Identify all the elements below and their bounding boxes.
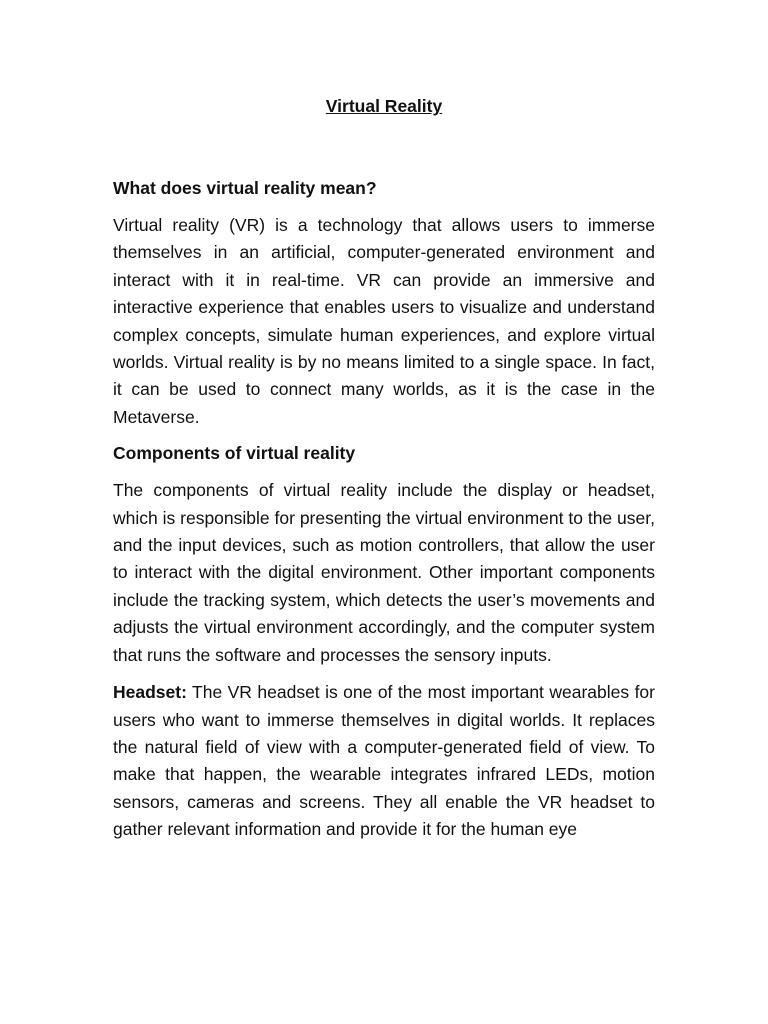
document-title: Virtual Reality — [325, 96, 443, 116]
section-heading-meaning: What does virtual reality mean? — [113, 178, 377, 198]
headset-label: Headset: — [113, 682, 187, 703]
headset-text: The VR headset is one of the most important wearables for users who want to immerse themselves in digital worlds. It replaces the natural field of view with a computer-generated field of view. To make that happen, the wearable integrates infrared LEDs, motion sensors, cameras and screens. They all enable the VR headset to gather relevant information and provide it for the human eye — [113, 682, 655, 840]
section-paragraph-meaning: Virtual reality (VR) is a technology that allows users to immerse themselves in an artificial, computer-generated environment and interact with it in real-time. VR can provide an immersive and interactive experience that enables users to visualize and understand complex concepts, simulate human experiences, and explore virtual worlds. Virtual reality is by no means limited to a single space. In fact, it can be used to connect many worlds, as it is the case in the Metaverse. — [113, 215, 655, 427]
headset-paragraph — [113, 679, 655, 843]
section-paragraph-components: The components of virtual reality include the display or headset, which is responsible for presenting the virtual environment to the user, and the input devices, such as motion controllers, that allow the user to interact with the digital environment. Other important components include the tracking system, which detects the user’s movements and adjusts the virtual environment accordingly, and the computer system that runs the software and processes the sensory inputs. — [113, 480, 655, 665]
document-page — [113, 94, 655, 854]
section-heading-components: Components of virtual reality — [113, 443, 356, 464]
